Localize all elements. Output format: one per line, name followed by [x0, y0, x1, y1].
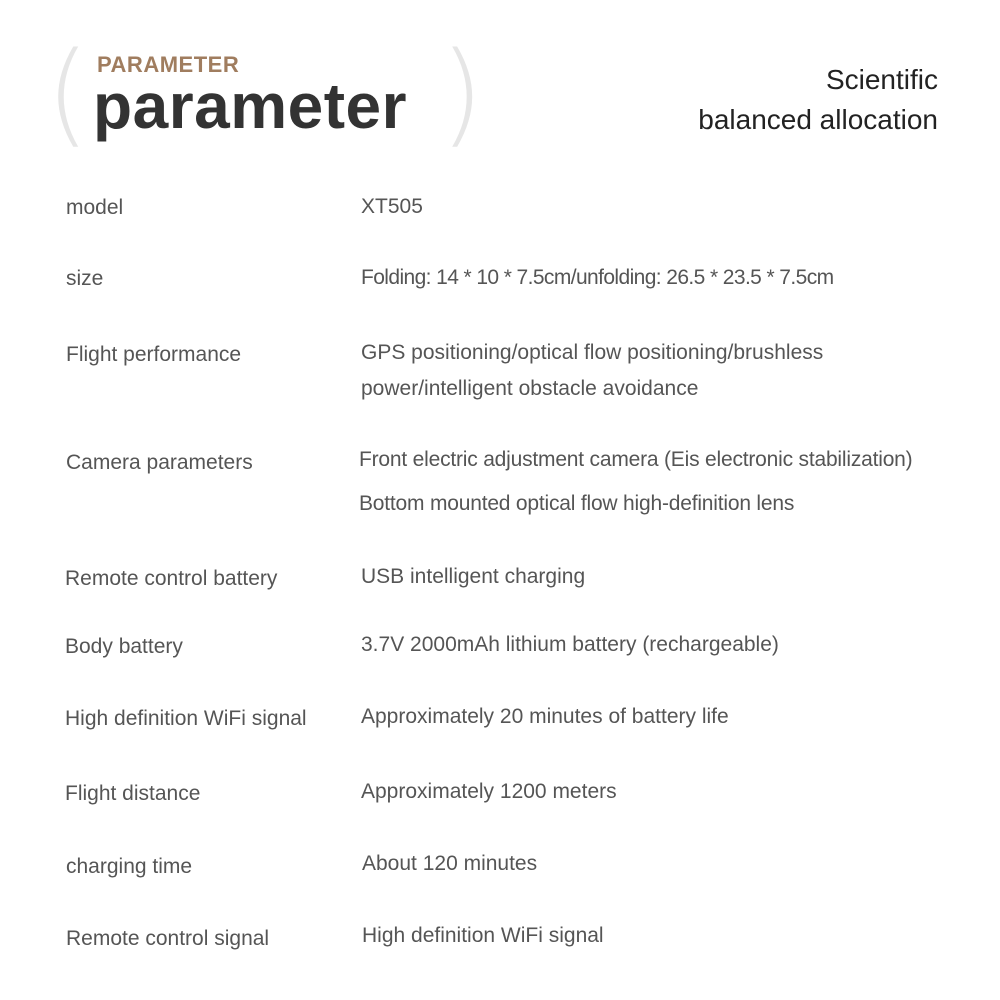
spec-value-high-definition-wifi-signal [361, 699, 729, 735]
spec-value-line: About 120 minutes [362, 852, 538, 875]
spec-value-line: power/intelligent obstacle avoidance [361, 377, 699, 400]
spec-value-remote-control-battery [361, 559, 585, 595]
spec-value-line: High definition WiFi signal [362, 924, 604, 947]
spec-value-flight-distance [361, 774, 617, 810]
spec-value-model [361, 189, 423, 225]
spec-label-high-definition-wifi-signal: High definition WiFi signal [65, 707, 307, 730]
spec-label-size: size [66, 267, 104, 290]
left-bracket-decoration: ( [46, 29, 90, 159]
spec-value-camera-parameters [359, 442, 912, 522]
spec-label-body-battery: Body battery [65, 635, 183, 658]
spec-value-charging-time [362, 846, 537, 882]
right-bracket-decoration: ) [440, 29, 484, 159]
spec-value-line: 3.7V 2000mAh lithium battery (rechargeable) [361, 633, 779, 656]
spec-label-camera-parameters: Camera parameters [66, 451, 253, 474]
spec-value-body-battery [361, 627, 779, 663]
spec-label-model: model [66, 196, 124, 219]
spec-label-charging-time: charging time [66, 855, 193, 878]
spec-value-line: USB intelligent charging [361, 565, 586, 588]
spec-value-line: Bottom mounted optical flow high-definition lens [359, 492, 795, 515]
spec-value-line: Approximately 20 minutes of battery life [361, 705, 729, 728]
spec-value-line: Approximately 1200 meters [361, 780, 617, 803]
tagline-line-2: balanced allocation [698, 104, 938, 135]
tagline-line-1: Scientific [825, 64, 938, 95]
spec-value-line: XT505 [361, 195, 423, 218]
spec-label-remote-control-signal: Remote control signal [66, 927, 270, 950]
spec-label-remote-control-battery: Remote control battery [65, 567, 278, 590]
section-kicker: PARAMETER [97, 52, 240, 77]
spec-label-flight-performance: Flight performance [66, 343, 242, 366]
spec-value-remote-control-signal [362, 918, 604, 954]
spec-value-size [361, 260, 834, 296]
spec-value-line: Folding: 14 * 10 * 7.5cm/unfolding: 26.5 * 23.5 * 7.5cm [361, 266, 834, 289]
spec-label-flight-distance: Flight distance [65, 782, 201, 805]
spec-value-line: Front electric adjustment camera (Eis electronic stabilization) [359, 448, 913, 471]
page-title: parameter [93, 70, 407, 142]
spec-value-line: GPS positioning/optical flow positioning/brushless [361, 341, 824, 364]
spec-value-flight-performance [361, 335, 823, 407]
